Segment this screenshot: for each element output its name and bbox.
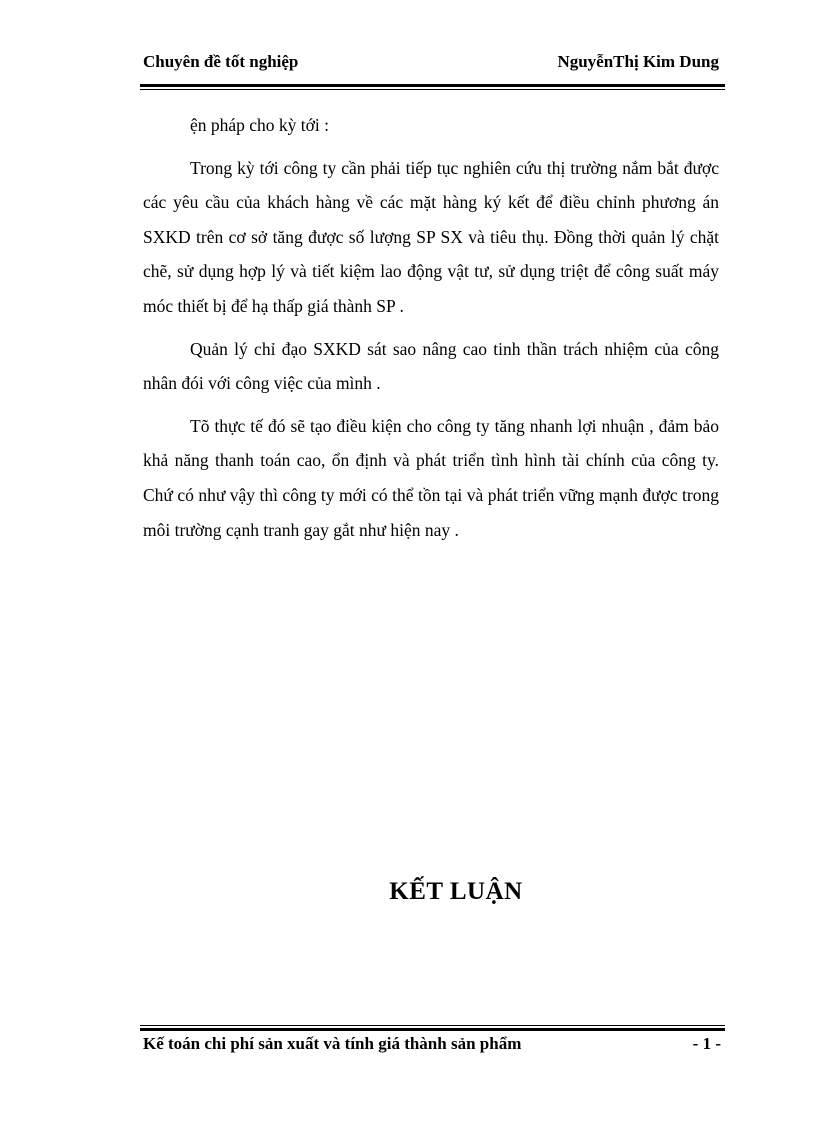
footer-rule-thin [140, 1025, 725, 1026]
page-number: - 1 - [692, 1034, 721, 1053]
header-author: NguyễnThị Kim Dung [557, 52, 719, 71]
section-heading-text: KẾT LUẬN [389, 878, 523, 905]
body-text [143, 108, 719, 555]
page-header [143, 52, 719, 76]
footer-title: Kế toán chi phí sản xuất và tính giá thành sản phẩm [143, 1034, 522, 1053]
header-title: Chuyên đề tốt nghiệp [143, 52, 299, 71]
page-footer [143, 1034, 721, 1058]
paragraph: Tõ thực tế đó sẽ tạo điều kiện cho công ty tăng nhanh lợi nhuận , đảm bảo khả năng thanh toán cao, ổn định và phát triển tình hình tài chính của công ty. Chứ có như vậy thì công ty mới có thể tồn tại và phát triển vững mạnh được trong môi trường cạnh tranh gay gắt như hiện nay . [143, 415, 719, 540]
header-rule-thin [140, 89, 725, 90]
footer-rule-thick [140, 1028, 725, 1031]
paragraph: ện pháp cho kỳ tới : [190, 115, 330, 135]
section-heading [0, 878, 816, 906]
paragraph: Quản lý chỉ đạo SXKD sát sao nâng cao tinh thần trách nhiệm của công nhân đói với công việc của mình . [143, 338, 719, 394]
header-rule-thick [140, 84, 725, 87]
paragraph: Trong kỳ tới công ty cần phải tiếp tục nghiên cứu thị trường nắm bắt được các yêu cầu của khách hàng về các mặt hàng ký kết để điều chỉnh phương án SXKD trên cơ sở tăng được số lượng SP SX và tiêu thụ. Đồng thời quản lý chặt chẽ, sử dụng hợp lý và tiết kiệm lao động vật tư, sử dụng triệt để công suất máy móc thiết bị để hạ thấp giá thành SP . [143, 157, 719, 316]
